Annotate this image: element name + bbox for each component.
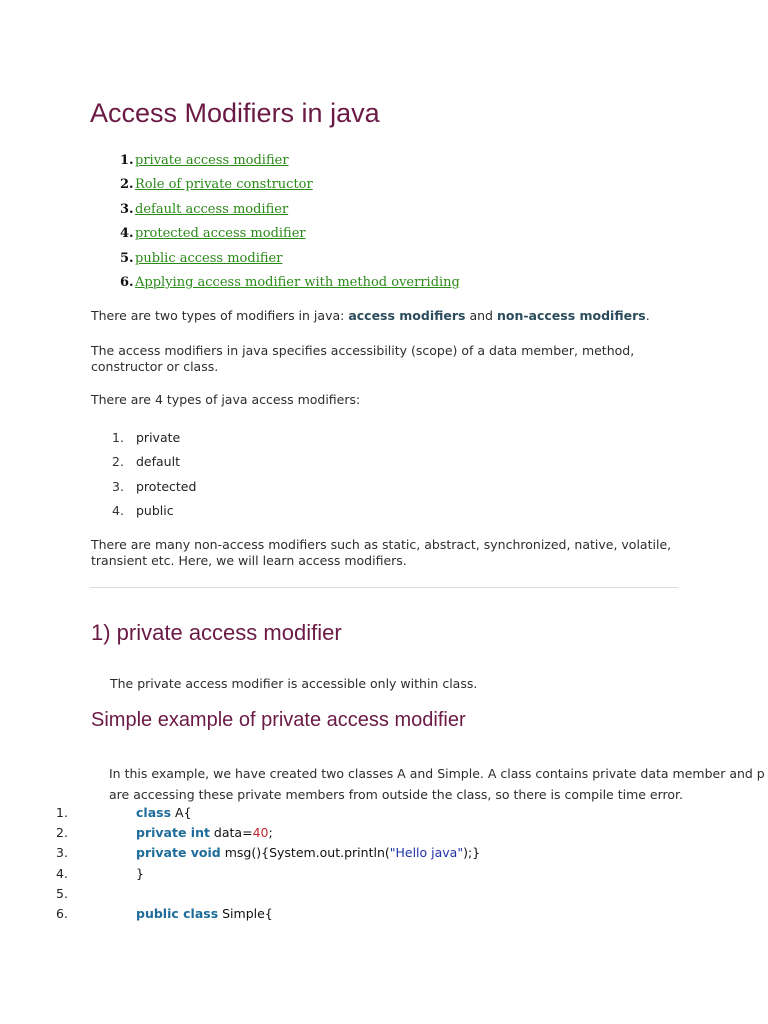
list-item bbox=[112, 452, 196, 476]
types-intro-paragraph: There are 4 types of java access modifiers: bbox=[91, 392, 361, 407]
line-number: 1. bbox=[56, 805, 68, 820]
toc-item-number: 3. bbox=[120, 201, 134, 217]
code-text: } bbox=[136, 865, 144, 881]
toc-link-default[interactable]: default access modifier bbox=[135, 201, 289, 217]
table-of-contents bbox=[120, 151, 460, 297]
code-keyword: private void bbox=[136, 845, 221, 861]
code-plain: msg(){System.out.println( bbox=[220, 845, 390, 861]
line-number: 3. bbox=[56, 845, 68, 861]
toc-item-number: 4. bbox=[120, 226, 134, 242]
section-divider bbox=[90, 587, 678, 588]
non-access-line: There are many non-access modifiers such as static, abstract, synchronized, native, volatile, bbox=[91, 537, 672, 552]
toc-item-number: 2. bbox=[120, 177, 134, 193]
code-keyword: public class bbox=[136, 905, 219, 921]
toc-item bbox=[120, 151, 460, 175]
code-keyword: private int bbox=[136, 825, 210, 841]
toc-item bbox=[120, 249, 460, 273]
intro-bold-non-access: non-access modifiers bbox=[496, 308, 646, 323]
code-text bbox=[136, 904, 273, 924]
code-plain: );} bbox=[463, 845, 481, 861]
list-item-label: private bbox=[136, 430, 181, 445]
intro-bold-access: access modifiers bbox=[348, 308, 466, 323]
toc-item bbox=[120, 273, 460, 297]
code-string: "Hello java" bbox=[389, 845, 464, 861]
list-item-number: 4. bbox=[112, 502, 124, 518]
list-item bbox=[112, 501, 196, 525]
example-heading: Simple example of private access modifier bbox=[91, 709, 466, 731]
toc-link-private[interactable]: private access modifier bbox=[135, 153, 289, 168]
toc-link-protected[interactable]: protected access modifier bbox=[135, 226, 306, 242]
list-item bbox=[112, 428, 196, 452]
scope-paragraph bbox=[91, 343, 634, 375]
non-access-line: transient etc. Here, we will learn access modifiers. bbox=[91, 553, 407, 568]
code-text bbox=[136, 843, 480, 863]
toc-link-public[interactable]: public access modifier bbox=[135, 250, 283, 266]
code-number: 40 bbox=[252, 825, 269, 841]
list-item-number: 2. bbox=[112, 454, 124, 470]
line-number: 2. bbox=[56, 825, 68, 841]
toc-item bbox=[120, 224, 460, 248]
toc-link-method-overriding[interactable]: Applying access modifier with method overriding bbox=[135, 274, 460, 290]
code-text bbox=[136, 823, 273, 843]
toc-link-private-constructor[interactable]: Role of private constructor bbox=[135, 177, 313, 193]
code-keyword: class bbox=[136, 805, 172, 820]
toc-item bbox=[120, 175, 460, 199]
toc-item-number: 1. bbox=[120, 153, 134, 168]
modifier-types-list bbox=[112, 428, 196, 525]
intro-text: There are two types of modifiers in java: bbox=[91, 308, 349, 323]
example-line: are accessing these private members from outside the class, so there is compile time error. bbox=[109, 787, 684, 802]
code-plain: ; bbox=[268, 825, 273, 841]
list-item-label: default bbox=[136, 454, 180, 470]
intro-text: and bbox=[465, 308, 497, 323]
example-line: In this example, we have created two classes A and Simple. A class contains private data member and p bbox=[109, 766, 765, 781]
example-paragraph bbox=[109, 763, 765, 805]
scope-line: constructor or class. bbox=[91, 359, 219, 374]
code-plain: A{ bbox=[171, 805, 192, 820]
line-number: 4. bbox=[56, 865, 68, 881]
line-number: 6. bbox=[56, 905, 68, 921]
list-item-label: protected bbox=[136, 478, 197, 494]
section-heading: 1) private access modifier bbox=[91, 620, 342, 645]
toc-item bbox=[120, 200, 460, 224]
toc-item-number: 6. bbox=[120, 274, 134, 290]
code-text bbox=[136, 803, 192, 823]
section-description: The private access modifier is accessible only within class. bbox=[110, 676, 478, 691]
list-item bbox=[112, 477, 196, 501]
page-title: Access Modifiers in java bbox=[90, 98, 380, 128]
list-item-number: 3. bbox=[112, 478, 124, 494]
non-access-paragraph bbox=[91, 537, 671, 569]
code-plain: Simple{ bbox=[218, 905, 273, 921]
intro-paragraph bbox=[91, 308, 650, 324]
line-number: 5. bbox=[56, 885, 68, 901]
intro-text: . bbox=[645, 308, 650, 323]
list-item-label: public bbox=[136, 502, 174, 518]
scope-line: The access modifiers in java specifies accessibility (scope) of a data member, method, bbox=[91, 343, 635, 358]
code-plain: data= bbox=[209, 825, 253, 841]
list-item-number: 1. bbox=[112, 430, 124, 445]
toc-item-number: 5. bbox=[120, 250, 134, 266]
